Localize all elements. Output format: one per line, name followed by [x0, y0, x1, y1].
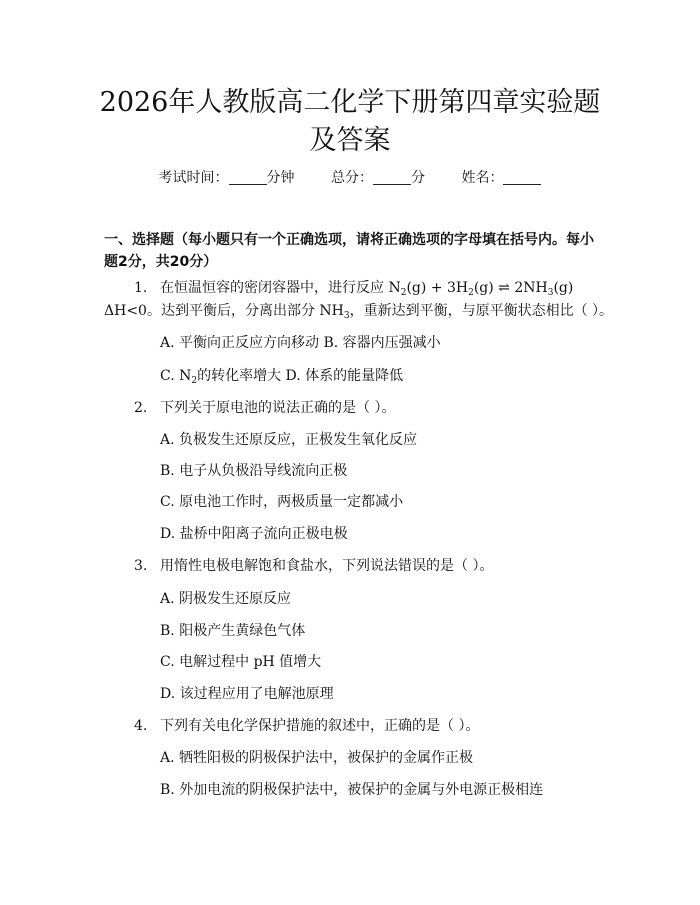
subscript: 3 — [343, 311, 350, 321]
subscript: 2 — [400, 288, 407, 298]
question-3-stem — [134, 556, 493, 576]
subscript: 2 — [468, 288, 474, 298]
document-title: 2026年人教版高二化学下册第四章实验题及答案 — [99, 87, 601, 156]
exam-time-blank — [229, 170, 267, 185]
question-text: ，重新达到平衡，与原平衡状态相比（ ）。 — [349, 303, 614, 319]
exam-time-unit: 分钟 — [266, 170, 295, 186]
question-text: (g) — [553, 280, 574, 296]
question-text: 下列有关电化学保护措施的叙述中，正确的是（ ）。 — [160, 718, 480, 734]
question-4-option-b: B. 外加电流的阴极保护法中，被保护的金属与外电源正极相连 — [160, 782, 544, 798]
total-score-field — [331, 170, 425, 186]
question-4-stem — [134, 716, 479, 736]
section-heading: 一、选择题（每小题只有一个正确选项，请将正确选项的字母填在括号内。每小题2分，共20分） — [104, 232, 594, 270]
question-3-option-d: D. 该过程应用了电解池原理 — [160, 686, 334, 702]
student-name-field — [461, 170, 541, 186]
question-1-options-cd — [160, 366, 403, 386]
question-number: 1. — [134, 280, 148, 296]
exam-time-field — [159, 170, 295, 186]
subscript: 2 — [191, 376, 198, 386]
question-text: 用惰性电极电解饱和食盐水，下列说法错误的是（ ）。 — [160, 558, 494, 574]
total-score-blank — [373, 170, 411, 185]
question-2-option-c: C. 原电池工作时，两极质量一定都减小 — [160, 494, 404, 510]
question-2-stem — [134, 398, 395, 418]
question-3-option-c: C. 电解过程中 pH 值增大 — [160, 654, 322, 670]
student-name-blank — [503, 170, 541, 185]
question-text: (g) + 3H — [406, 280, 469, 296]
question-3-option-b: B. 阳极产生黄绿色气体 — [160, 623, 306, 639]
total-score-label: 总分： — [331, 170, 373, 186]
question-number: 2. — [134, 400, 148, 416]
question-text: 下列关于原电池的说法正确的是（ ）。 — [160, 400, 396, 416]
exam-time-label: 考试时间： — [158, 170, 229, 186]
question-number: 3. — [134, 558, 148, 574]
question-3-option-a: A. 阴极发生还原反应 — [160, 591, 292, 607]
subscript: 3 — [547, 288, 554, 298]
question-1-options-ab: A. 平衡向正反应方向移动 B. 容器内压强减小 — [160, 335, 441, 351]
question-1-stem-line2 — [104, 301, 613, 321]
exam-info-row — [0, 168, 700, 188]
question-number: 4. — [134, 718, 148, 734]
question-2-option-b: B. 电子从负极沿导线流向正极 — [160, 463, 348, 479]
question-1-stem-line1 — [134, 278, 573, 298]
question-2-option-a: A. 负极发生还原反应，正极发生氧化反应 — [160, 432, 418, 448]
question-2-option-d: D. 盐桥中阳离子流向正极电极 — [160, 526, 348, 542]
question-text: ΔH<0。达到平衡后，分离出部分 NH — [104, 303, 344, 319]
question-text: 在恒温恒容的密闭容器中，进行反应 N — [160, 280, 401, 296]
option-text: 的转化率增大 D. 体系的能量降低 — [197, 368, 404, 384]
question-text: (g) ⇌ 2NH — [473, 280, 548, 296]
student-name-label: 姓名： — [461, 170, 504, 186]
total-score-unit: 分 — [411, 170, 425, 186]
option-text: C. N — [160, 368, 192, 384]
question-4-option-a: A. 牺牲阳极的阴极保护法中，被保护的金属作正极 — [160, 750, 474, 766]
